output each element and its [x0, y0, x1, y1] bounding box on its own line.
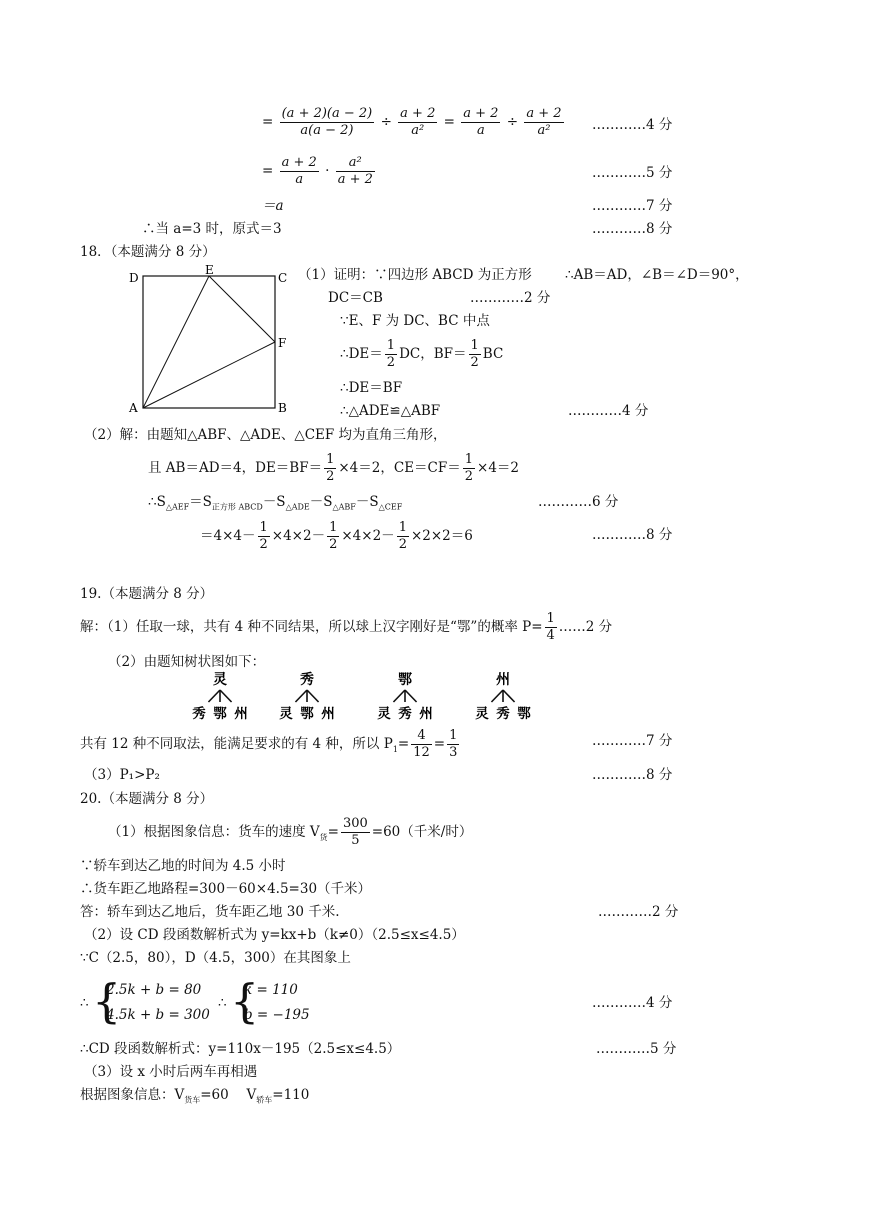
- score-dots: …………8 分: [592, 221, 673, 237]
- fraction: $\frac{1}{2}$: [329, 520, 338, 553]
- tree-leaf: 鄂: [300, 706, 314, 722]
- label-d: D: [129, 271, 139, 285]
- fraction: $\frac{1}{2}$: [398, 520, 407, 553]
- tree-root: 秀: [300, 672, 314, 688]
- p19-line1: 解：（1）任取一球，共有 4 种不同结果，所以球上汉字刚好是“鄂”的概率 P= $\frac{1}{4}$ ……2 分: [80, 611, 613, 644]
- p19-heading: 19.（本题满分 8 分）: [80, 586, 214, 602]
- label-c: C: [278, 271, 288, 285]
- tree-leaf: 州: [419, 706, 433, 722]
- brace: {: [230, 974, 260, 1028]
- score-dots: …………2 分: [470, 290, 551, 306]
- p20-line3: ∴货车距乙地路程=300－60×4.5=30（千米）: [80, 881, 372, 897]
- score-dots: …………2 分: [598, 904, 679, 920]
- label-a: A: [129, 401, 138, 415]
- tree-leaf: 鄂: [213, 706, 227, 722]
- tree-branch: [503, 690, 515, 702]
- score-dots: …………4 分: [568, 403, 649, 419]
- tree-leaf: 秀: [496, 706, 510, 722]
- label-f: F: [278, 336, 287, 350]
- p18-s1f: ∴DE＝BF: [340, 380, 403, 396]
- system2-eq1: k = 110: [244, 982, 298, 998]
- fraction: $\frac{4}{12}$: [413, 728, 430, 761]
- p18-s1d: ∵E、F 为 DC、BC 中点: [340, 313, 490, 329]
- p18-s2a: （2）解：由题知△ABF、△ADE、△CEF 均为直角三角形，: [84, 427, 447, 443]
- tree-branch: [491, 690, 503, 702]
- p17-line1: = $\frac{(a + 2)(a - 2)}{a(a - 2)}$ ÷ $\frac{a + 2}{\text{a²}}$ = $\frac{a + 2}{a}$ ÷ $\frac{a + 2}{\text{a²}}$: [262, 106, 562, 139]
- fraction: $\frac{a + 2}{\text{a²}}$: [400, 106, 436, 139]
- tree-branch: [220, 690, 232, 702]
- fraction: $\frac{1}{2}$: [259, 520, 268, 553]
- p18-s1e: ∴DE＝ $\frac{1}{2}$ DC，BF＝ $\frac{1}{2}$ BC: [340, 338, 504, 371]
- p19-line3: 共有 12 种不同取法，能满足要求的有 4 种，所以 $P_1=$ $\frac{4}{12}$ = $\frac{1}{3}$: [80, 728, 458, 761]
- tree-diagram: [180, 670, 560, 722]
- score-dots: …………4 分: [592, 117, 673, 133]
- tree-leaf: 州: [321, 706, 335, 722]
- fraction: $\frac{a + 2}{a}$: [463, 106, 499, 139]
- fraction: $\frac{(a + 2)(a - 2)}{a(a - 2)}$: [281, 106, 373, 139]
- square-diagram: [125, 262, 300, 420]
- score-dots: …………5 分: [592, 165, 673, 181]
- p18-s1b: ∴AB＝AD，∠B＝∠D＝90°，: [565, 267, 749, 283]
- tree-leaf: 秀: [398, 706, 412, 722]
- therefore-symbol: ∴: [80, 995, 89, 1011]
- p20-line9: （3）设 x 小时后两车再相遇: [84, 1064, 258, 1080]
- system1-eq1: 2.5k + b = 80: [106, 982, 202, 998]
- system2-eq2: b = −195: [244, 1007, 310, 1023]
- system1-eq2: 4.5k + b = 300: [106, 1007, 210, 1023]
- fraction: $\frac{1}{2}$: [386, 338, 396, 371]
- fraction: $\frac{300}{5}$: [342, 816, 368, 849]
- p17-line4: ∴当 a=3 时，原式＝3: [142, 221, 282, 237]
- score-dots: …………5 分: [596, 1041, 677, 1057]
- tree-leaf: 灵: [279, 706, 293, 722]
- tree-root: 灵: [213, 672, 227, 688]
- fraction: $\frac{1}{4}$: [546, 611, 555, 644]
- tree-leaf: 州: [234, 706, 248, 722]
- p18-s1a: （1）证明：∵四边形 ABCD 为正方形: [298, 267, 532, 283]
- score-dots: …………7 分: [592, 198, 673, 214]
- p17-line2: = $\frac{a + 2}{a}$ · $\frac{\text{a²}}{a + 2}$: [262, 155, 373, 188]
- score-dots: …………7 分: [592, 733, 673, 749]
- segment-af: [143, 342, 275, 408]
- fraction: $\frac{a + 2}{a}$: [281, 155, 317, 188]
- fraction: $\frac{1}{2}$: [326, 452, 335, 485]
- p19-line2: （2）由题知树状图如下：: [108, 654, 266, 670]
- p18-s2b: 且 AB＝AD＝4，DE＝BF＝ $\frac{1}{2}$ ×4＝2，CE＝CF＝ $\frac{1}{2}$ ×4＝2: [148, 452, 520, 485]
- segment-ae: [143, 276, 209, 408]
- tree-leaf: 鄂: [517, 706, 531, 722]
- tree-leaf: 秀: [192, 706, 206, 722]
- tree-branch: [208, 690, 220, 702]
- p20-line1: （1）根据图象信息：货车的速度 $V_货=$ $\frac{300}{5}$ =60（千米/时）: [108, 816, 473, 849]
- tree-root: 州: [496, 672, 510, 688]
- tree-leaf: 灵: [475, 706, 489, 722]
- p20-line8: ∴CD 段函数解析式：y=110x－195（2.5≤x≤4.5）: [80, 1041, 401, 1057]
- p18-s2c: $\therefore S_{\triangle AEF}=S_{正方形 ABCD}-S_{\triangle ADE}-S_{\triangle ABF}-S_{\triangle CEF}$: [148, 494, 403, 512]
- p19-line4: （3）P₁>P₂: [84, 767, 160, 783]
- p17-line3: ＝a: [262, 198, 284, 214]
- p18-heading: 18．（本题满分 8 分）: [80, 244, 216, 260]
- fraction: $\frac{a + 2}{\text{a²}}$: [526, 106, 562, 139]
- p18-s1g: ∴△ADE≌△ABF: [340, 403, 441, 419]
- label-b: B: [278, 401, 287, 415]
- tree-leaf: 灵: [377, 706, 391, 722]
- p20-line4: 答：轿车到达乙地后，货车距乙地 30 千米.: [80, 904, 340, 920]
- label-e: E: [205, 263, 214, 277]
- tree-branch: [393, 690, 405, 702]
- score-dots: …………8 分: [592, 527, 673, 543]
- p20-line6: ∵C（2.5，80），D（4.5，300）在其图象上: [80, 950, 351, 966]
- fraction: $\frac{1}{2}$: [470, 338, 479, 371]
- fraction: $\frac{\text{a²}}{a + 2}$: [337, 155, 373, 188]
- square-abcd: [143, 276, 275, 408]
- tree-root: 鄂: [398, 672, 412, 688]
- p20-line5: （2）设 CD 段函数解析式为 y=kx+b（k≠0）（2.5≤x≤4.5）: [84, 927, 465, 943]
- tree-branch: [295, 690, 307, 702]
- p18-s2d: ＝4×4－ $\frac{1}{2}$ ×4×2－ $\frac{1}{2}$ ×4×2－ $\frac{1}{2}$ ×2×2＝6: [200, 520, 473, 553]
- p18-s1c: DC＝CB: [328, 290, 383, 306]
- fraction: $\frac{1}{2}$: [464, 452, 474, 485]
- score-dots: …………6 分: [538, 494, 619, 510]
- therefore-symbol: ∴: [218, 995, 227, 1011]
- fraction: $\frac{1}{3}$: [449, 728, 458, 761]
- p20-heading: 20.（本题满分 8 分）: [80, 791, 214, 807]
- tree-branch: [405, 690, 417, 702]
- p20-line10: 根据图象信息：$V_{货车}=60$ $V_{轿车}=110$: [80, 1087, 310, 1105]
- tree-branch: [307, 690, 319, 702]
- score-dots: …………8 分: [592, 767, 673, 783]
- p20-line2: ∵轿车到达乙地的时间为 4.5 小时: [80, 858, 286, 874]
- segment-ef: [209, 276, 275, 342]
- score-dots: …………4 分: [592, 995, 673, 1011]
- brace: {: [92, 974, 122, 1028]
